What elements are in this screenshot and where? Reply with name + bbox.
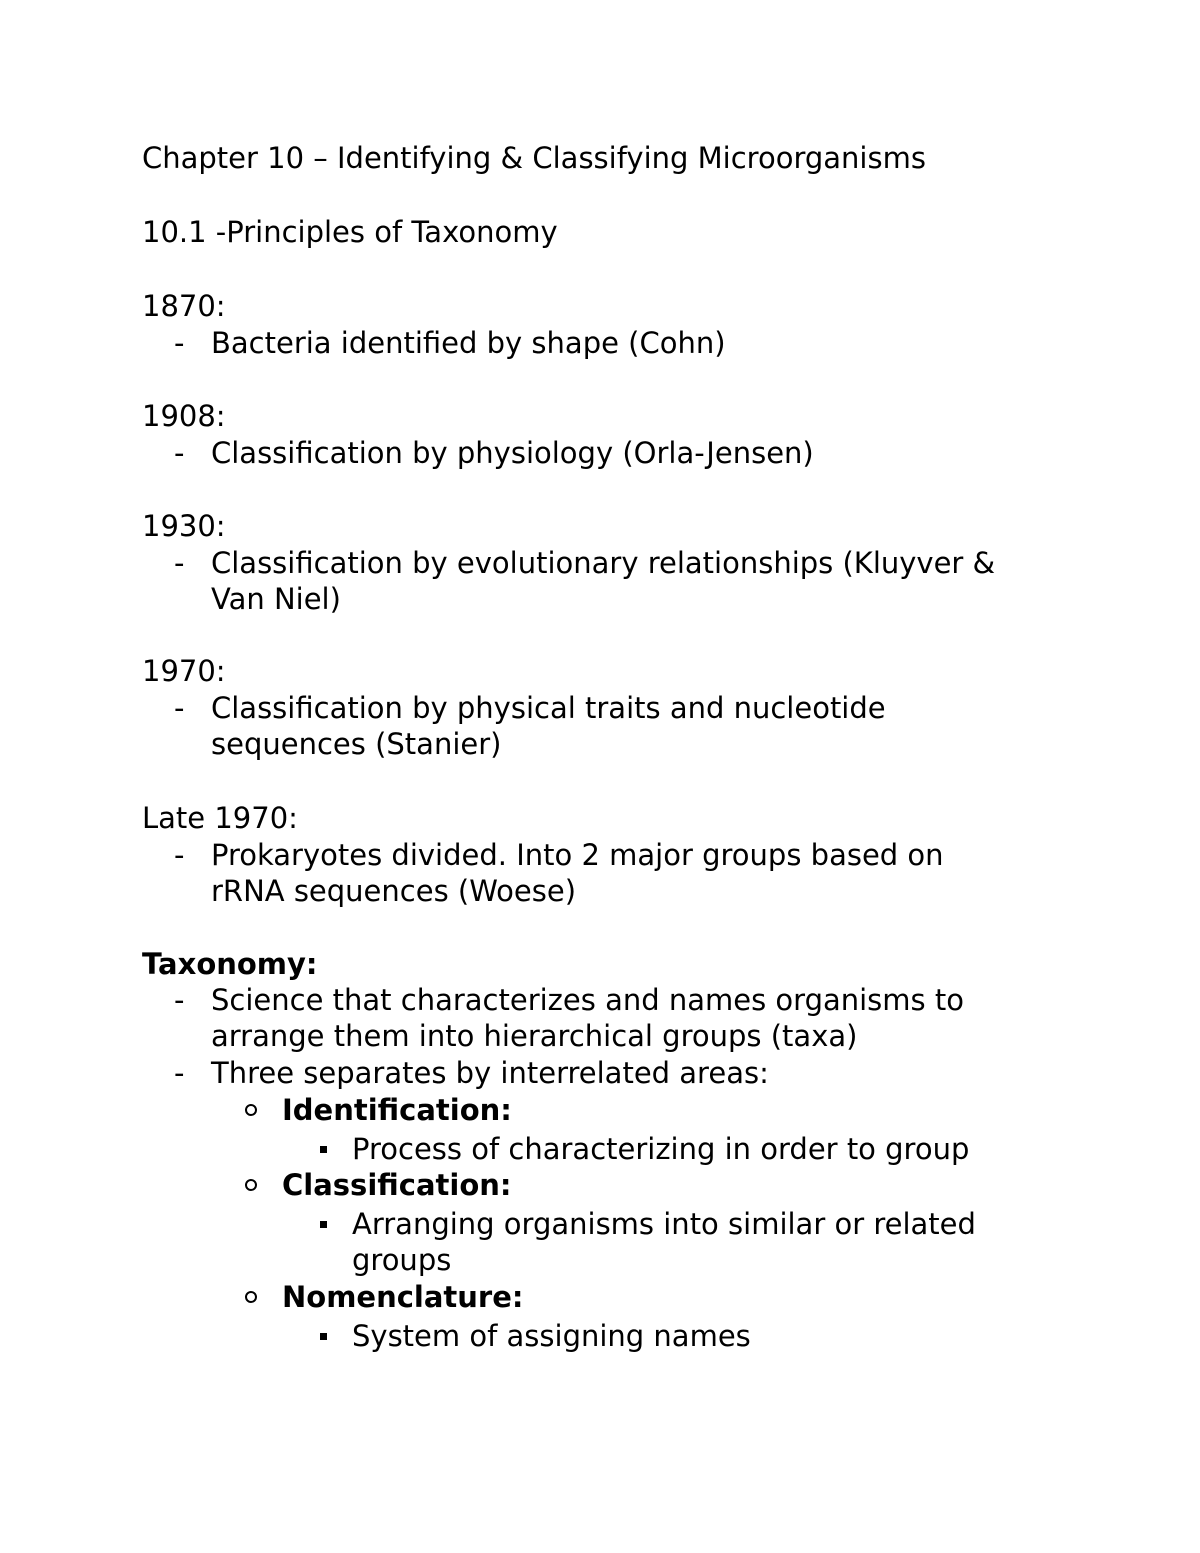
dash-bullet-icon: -	[174, 326, 185, 360]
list-item-text: Science that characterizes and names organisms to arrange them into hierarchical groups (taxa)	[211, 983, 964, 1054]
list-item-text: Three separates by interrelated areas:	[211, 1056, 769, 1090]
list-item-text: Bacteria identified by shape (Cohn)	[211, 326, 726, 360]
dash-bullet-icon: -	[174, 838, 185, 872]
dash-bullet-icon: -	[174, 983, 185, 1017]
square-bullet-icon	[320, 1221, 327, 1228]
square-bullet-icon	[320, 1146, 327, 1153]
area-label: Classification:	[282, 1168, 512, 1202]
area-label: Identification:	[282, 1093, 512, 1127]
square-bullet-icon	[320, 1333, 327, 1340]
year-heading: 1930:	[142, 509, 226, 543]
dash-bullet-icon: -	[174, 691, 185, 725]
year-heading: 1908:	[142, 399, 226, 433]
area-detail: System of assigning names	[352, 1319, 751, 1353]
dash-bullet-icon: -	[174, 1056, 185, 1090]
list-item-text: Classification by evolutionary relationships (Kluyver & Van Niel)	[211, 546, 996, 617]
taxonomy-heading: Taxonomy:	[142, 947, 318, 981]
year-heading: 1970:	[142, 654, 226, 688]
area-label: Nomenclature:	[282, 1280, 524, 1314]
circle-bullet-icon	[245, 1291, 257, 1303]
dash-bullet-icon: -	[174, 546, 185, 580]
year-heading: Late 1970:	[142, 801, 298, 835]
circle-bullet-icon	[245, 1104, 257, 1116]
list-item-text: Classification by physical traits and nucleotide sequences (Stanier)	[211, 691, 886, 762]
area-detail: Process of characterizing in order to group	[352, 1132, 970, 1166]
list-item-text: Classification by physiology (Orla-Jensen)	[211, 436, 814, 470]
list-item-text: Prokaryotes divided. Into 2 major groups based on rRNA sequences (Woese)	[211, 838, 944, 909]
circle-bullet-icon	[245, 1179, 257, 1191]
section-title: 10.1 -Principles of Taxonomy	[142, 215, 558, 249]
area-detail: Arranging organisms into similar or related groups	[352, 1207, 976, 1278]
dash-bullet-icon: -	[174, 436, 185, 470]
document-title: Chapter 10 – Identifying & Classifying Microorganisms	[142, 141, 926, 175]
year-heading: 1870:	[142, 289, 226, 323]
